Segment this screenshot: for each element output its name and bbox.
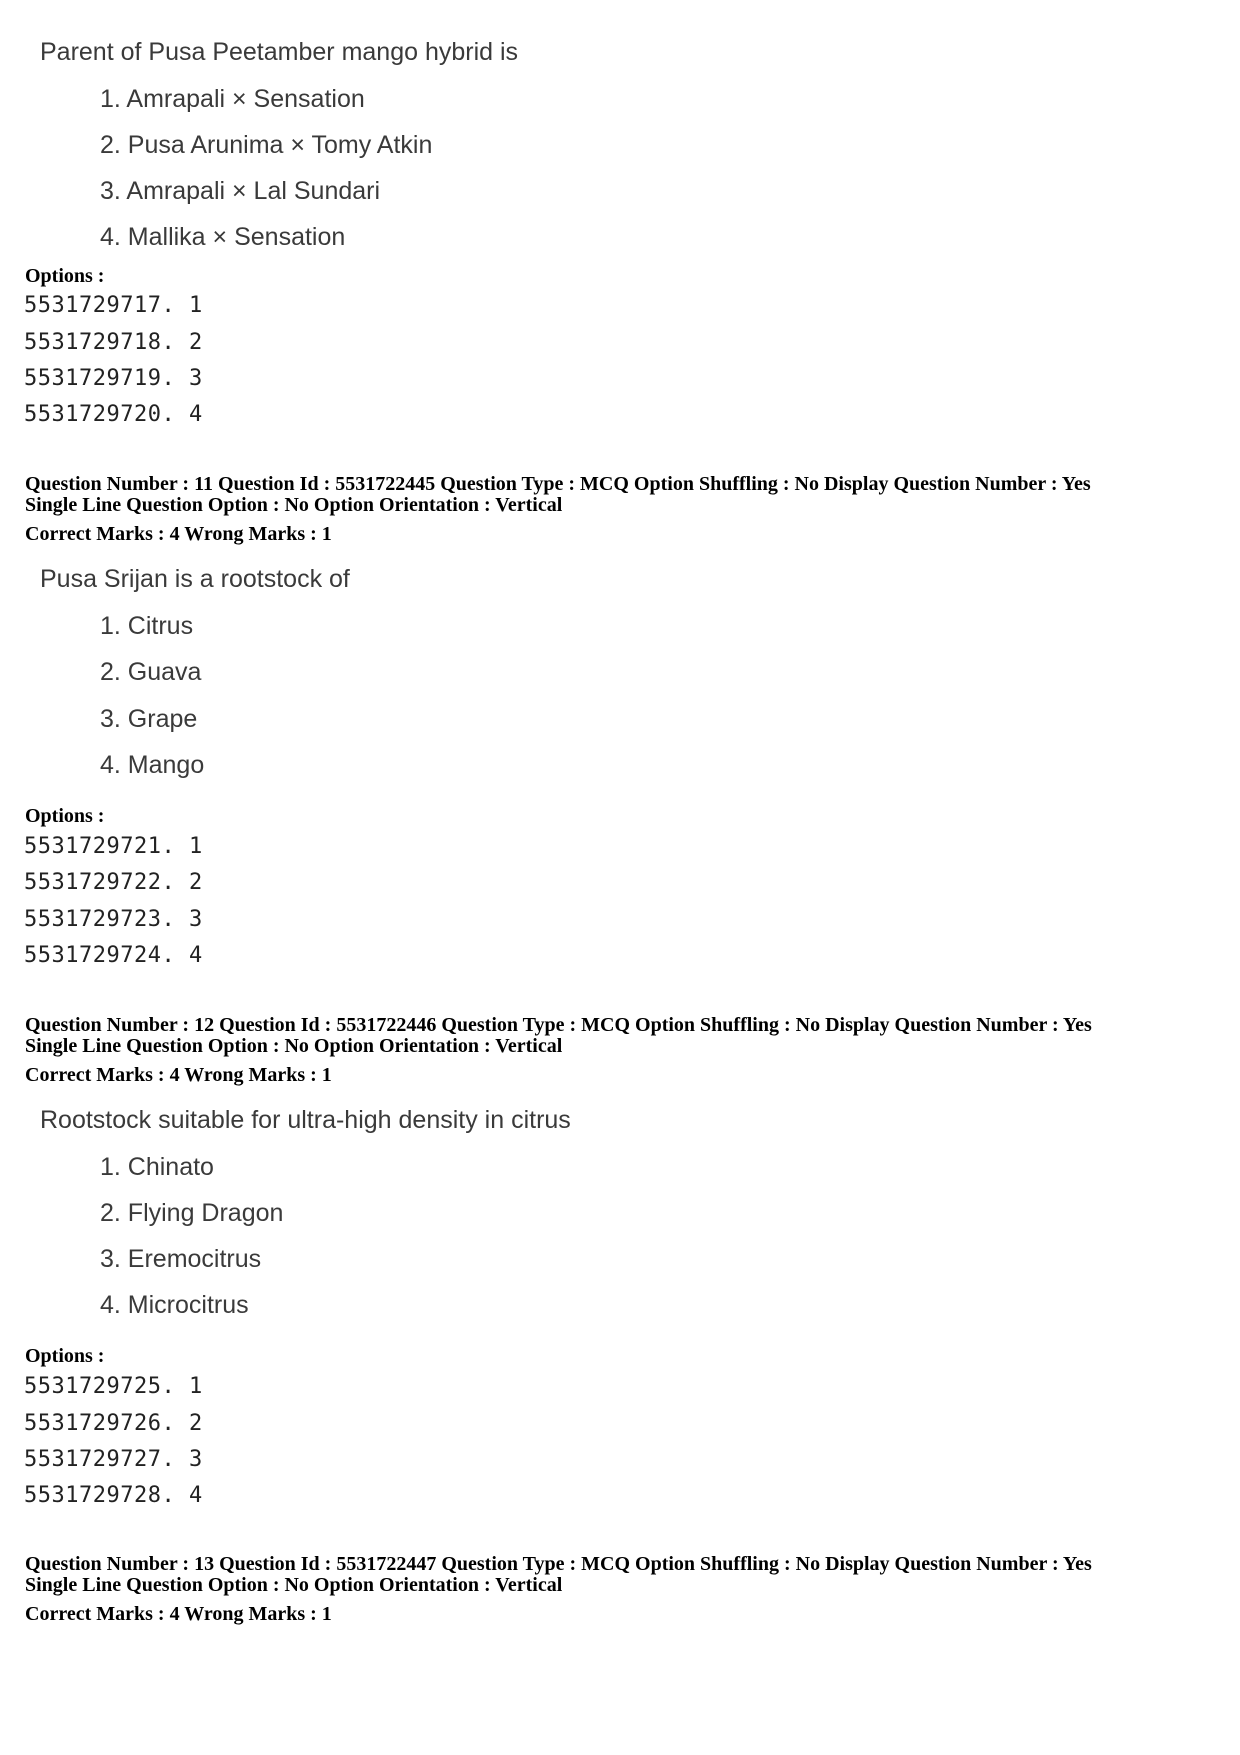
question-10-options-label: Options : [25, 265, 105, 287]
question-12-meta-line1: Question Number : 12 Question Id : 5531722446 Question Type : MCQ Option Shuffling : No Display Question Number : Yes [25, 1014, 1092, 1036]
question-11-meta-line1: Question Number : 11 Question Id : 5531722445 Question Type : MCQ Option Shuffling : No Display Question Number : Yes [25, 473, 1091, 495]
question-11-text: Pusa Srijan is a rootstock of [40, 565, 350, 593]
question-10-option-3: 5531729719. 3 [24, 366, 203, 391]
question-11-choice-4: 4. Mango [100, 751, 205, 779]
question-10-choice-4: 4. Mallika × Sensation [100, 223, 346, 251]
question-12-text: Rootstock suitable for ultra-high density in citrus [40, 1106, 571, 1134]
question-13-marks: Correct Marks : 4 Wrong Marks : 1 [25, 1603, 332, 1625]
question-11-option-4: 5531729724. 4 [24, 943, 203, 968]
question-12-option-2: 5531729726. 2 [24, 1411, 203, 1436]
question-12-choice-1: 1. Chinato [100, 1153, 214, 1181]
question-12-option-1: 5531729725. 1 [24, 1374, 203, 1399]
question-10-choice-1: 1. Amrapali × Sensation [100, 85, 365, 113]
question-13-meta-line2: Single Line Question Option : No Option Orientation : Vertical [25, 1574, 563, 1596]
question-11-option-1: 5531729721. 1 [24, 834, 203, 859]
question-12-choice-2: 2. Flying Dragon [100, 1199, 284, 1227]
question-12-options-label: Options : [25, 1345, 105, 1367]
question-12-option-4: 5531729728. 4 [24, 1483, 203, 1508]
question-12-choice-4: 4. Microcitrus [100, 1291, 249, 1319]
question-10-option-4: 5531729720. 4 [24, 402, 203, 427]
question-12-option-3: 5531729727. 3 [24, 1447, 203, 1472]
question-10-text: Parent of Pusa Peetamber mango hybrid is [40, 38, 519, 66]
question-13-meta-line1: Question Number : 13 Question Id : 5531722447 Question Type : MCQ Option Shuffling : No Display Question Number : Yes [25, 1553, 1092, 1575]
question-10-option-2: 5531729718. 2 [24, 330, 203, 355]
question-10-choice-3: 3. Amrapali × Lal Sundari [100, 177, 381, 205]
question-11-options-label: Options : [25, 805, 105, 827]
question-11-choice-1: 1. Citrus [100, 612, 194, 640]
question-11-option-3: 5531729723. 3 [24, 907, 203, 932]
question-12-marks: Correct Marks : 4 Wrong Marks : 1 [25, 1064, 332, 1086]
question-12-choice-3: 3. Eremocitrus [100, 1245, 262, 1273]
question-11-choice-3: 3. Grape [100, 705, 198, 733]
question-11-marks: Correct Marks : 4 Wrong Marks : 1 [25, 523, 332, 545]
question-11-choice-2: 2. Guava [100, 658, 202, 686]
question-12-meta-line2: Single Line Question Option : No Option Orientation : Vertical [25, 1035, 563, 1057]
question-10-option-1: 5531729717. 1 [24, 293, 203, 318]
question-11-meta-line2: Single Line Question Option : No Option Orientation : Vertical [25, 494, 563, 516]
question-11-option-2: 5531729722. 2 [24, 870, 203, 895]
question-10-choice-2: 2. Pusa Arunima × Tomy Atkin [100, 131, 433, 159]
